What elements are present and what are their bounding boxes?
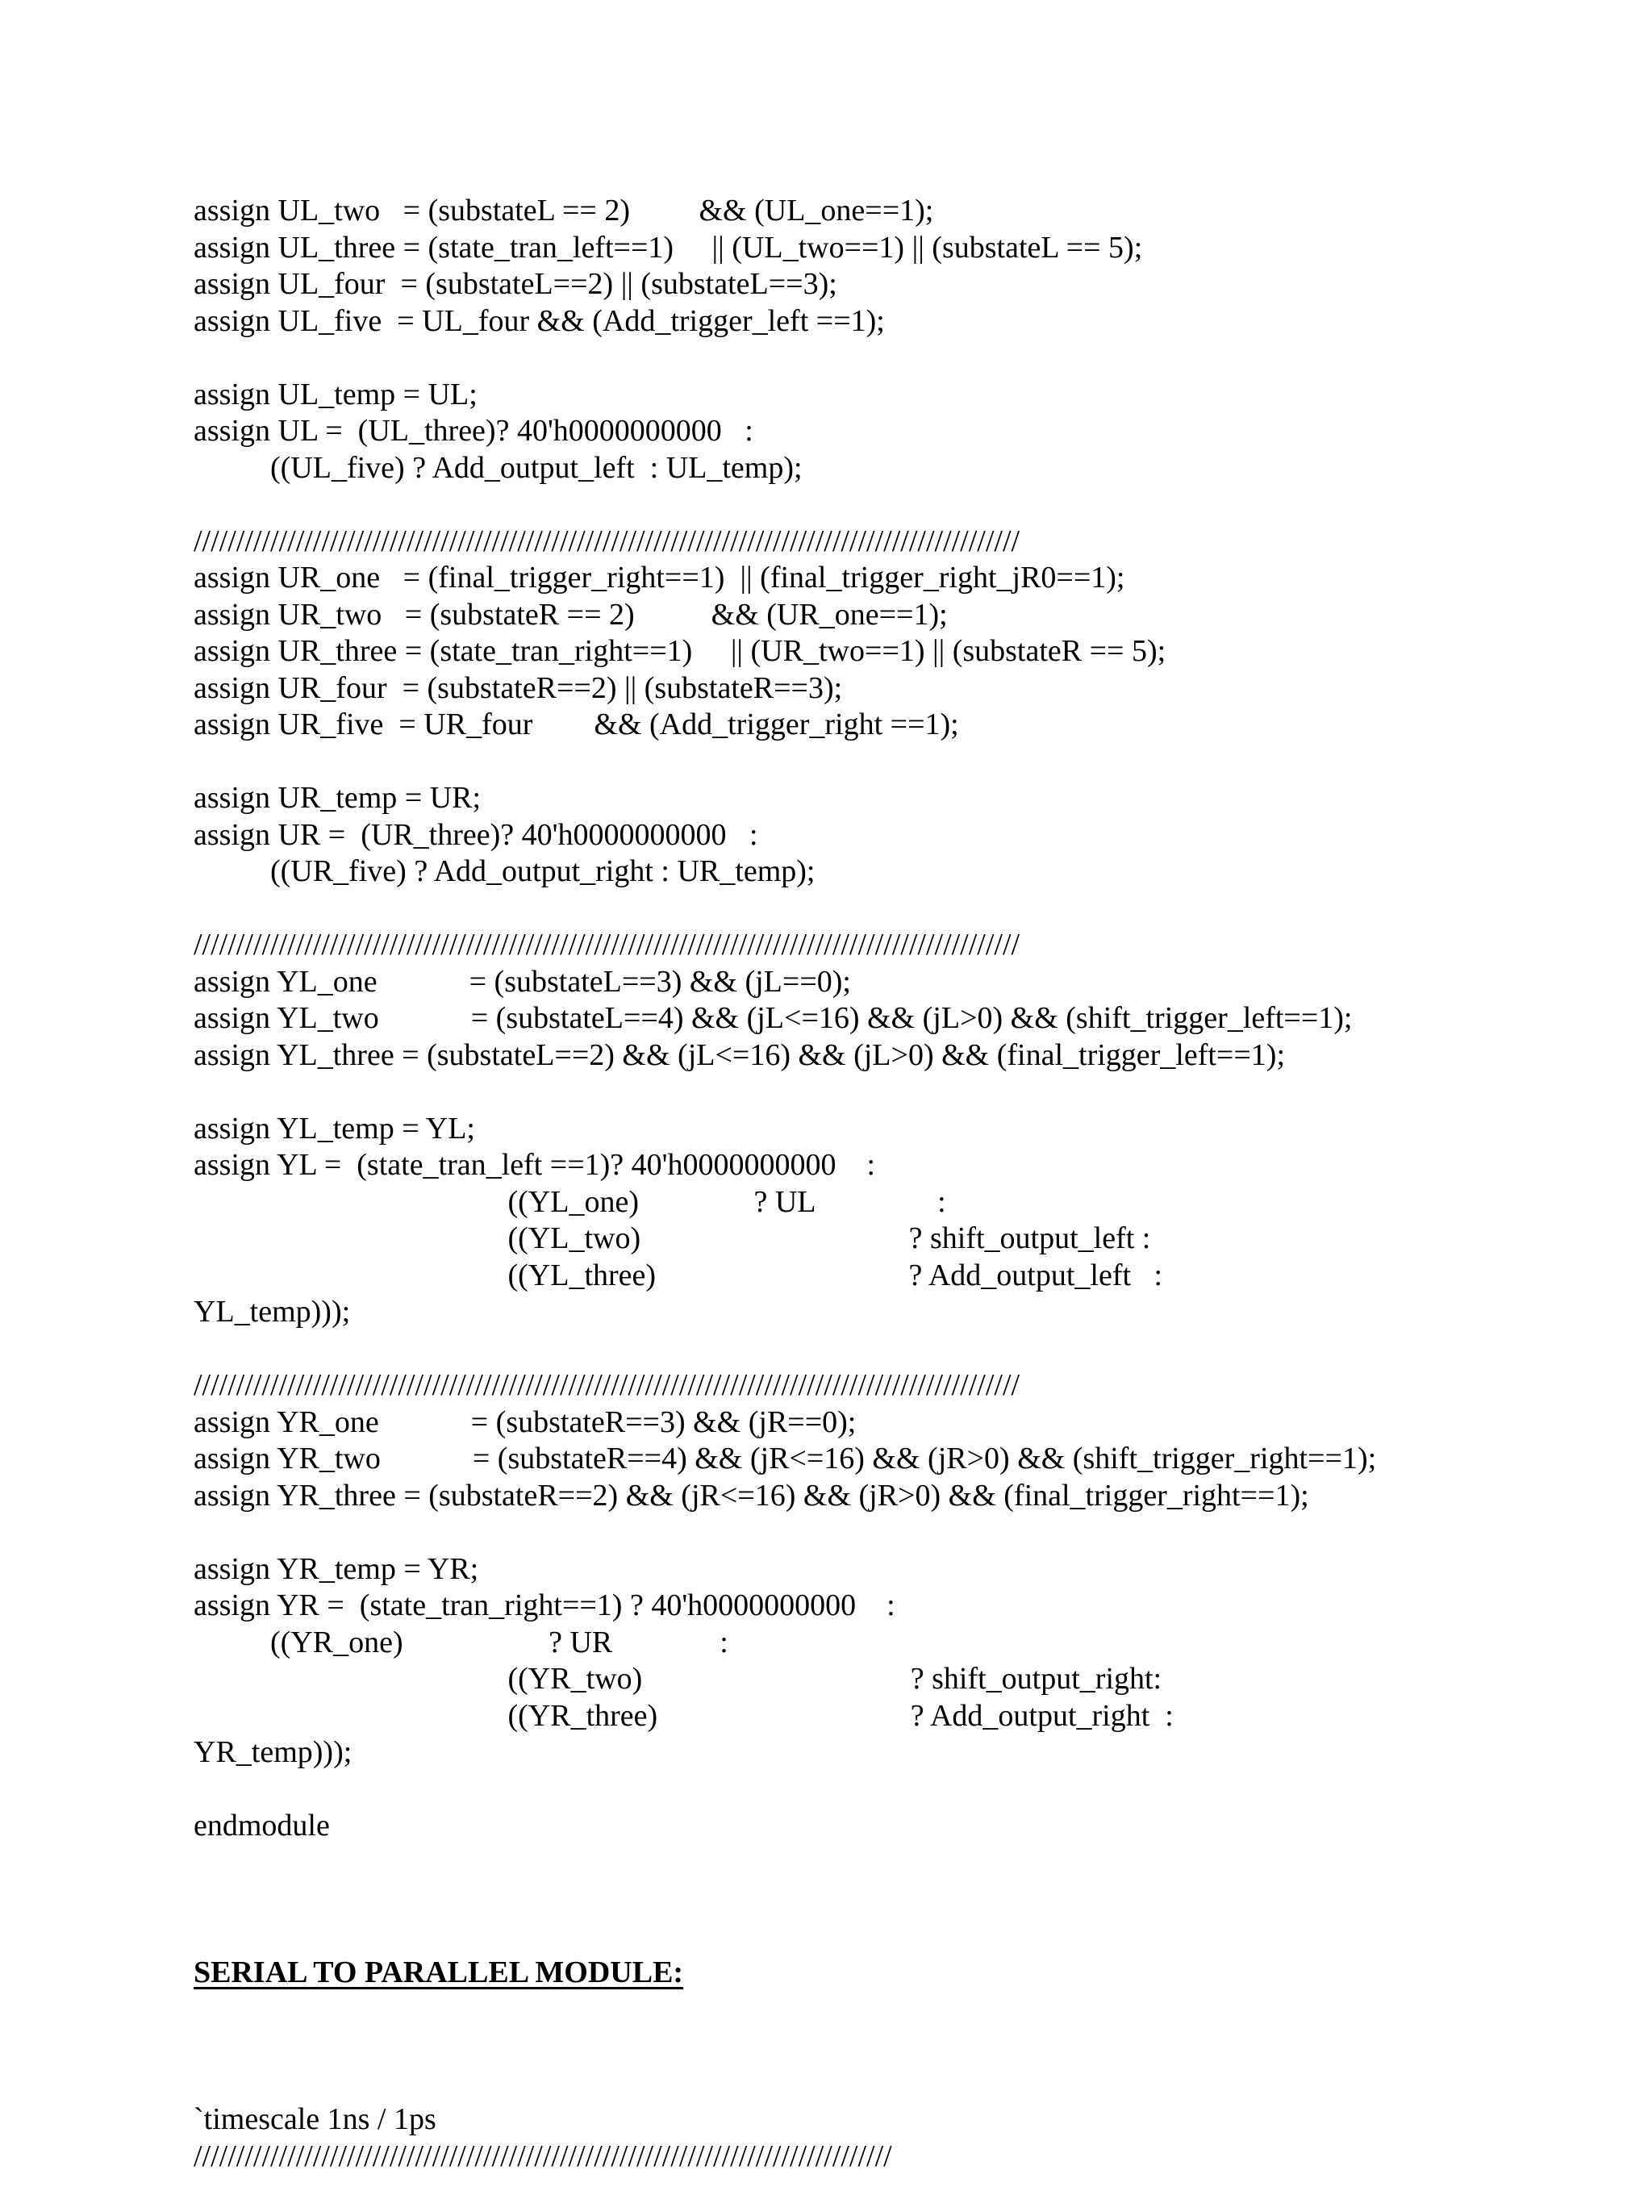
document-body xyxy=(194,119,1484,2212)
code-line: assign UL_two = (substateL == 2) && (UL_one==1); xyxy=(194,194,934,227)
code-block xyxy=(194,193,1484,1881)
code-line: ///////////////////////////////////////////////////////////////////////////////////////////////// xyxy=(194,928,1020,962)
code-line: assign UR_four = (substateR==2) || (substateR==3); xyxy=(194,670,843,705)
code-line: assign YR_one = (substateR==3) && (jR==0); xyxy=(194,1404,857,1439)
code-line: ((YL_one) ? UL : xyxy=(194,1184,946,1219)
code-line: YR_temp))); xyxy=(194,1735,353,1769)
code-line xyxy=(194,1074,1484,1111)
code-line xyxy=(194,1514,1484,1551)
code-line xyxy=(194,1772,1484,1809)
section-heading: SERIAL TO PARALLEL MODULE: xyxy=(194,1955,684,1989)
code-line: assign UL_five = UL_four && (Add_trigger_left ==1); xyxy=(194,303,885,338)
code-line: ////////////////////////////////////////////////////////////////////////////////// xyxy=(194,2139,892,2173)
code-line: assign UR_temp = UR; xyxy=(194,781,482,815)
code-line: assign YL_two = (substateL==4) && (jL<=16) && (jL>0) && (shift_trigger_left==1); xyxy=(194,1001,1353,1035)
code-line: assign YR_temp = YR; xyxy=(194,1551,479,1586)
code-line xyxy=(194,744,1484,781)
code-block-tail xyxy=(194,2065,1484,2176)
code-line: `timescale 1ns / 1ps xyxy=(194,2102,436,2136)
code-line: ((YR_two) ? shift_output_right: xyxy=(194,1662,1162,1696)
code-line: ///////////////////////////////////////////////////////////////////////////////////////////////// xyxy=(194,524,1020,558)
code-line: assign UR_five = UR_four && (Add_trigger_right ==1); xyxy=(194,707,959,741)
code-line xyxy=(194,1845,1484,1882)
code-line: assign YR = (state_tran_right==1) ? 40'h0000000000 : xyxy=(194,1588,895,1622)
code-line: assign YL_temp = YL; xyxy=(194,1111,475,1146)
code-line: assign UL_four = (substateL==2) || (substateL==3); xyxy=(194,267,837,301)
code-line: ((YR_three) ? Add_output_right : xyxy=(194,1698,1174,1733)
code-line: assign YR_three = (substateR==2) && (jR<=16) && (jR>0) && (final_trigger_right==1); xyxy=(194,1478,1309,1513)
code-line: ((YL_two) ? shift_output_left : xyxy=(194,1221,1151,1255)
code-line: assign UR_two = (substateR == 2) && (UR_one==1); xyxy=(194,597,948,632)
code-line: assign UR_three = (state_tran_right==1) || (UR_two==1) || (substateR == 5); xyxy=(194,634,1166,668)
code-line: ((UR_five) ? Add_output_right : UR_temp); xyxy=(194,854,816,888)
code-line: ((YR_one) ? UR : xyxy=(194,1625,728,1659)
code-line xyxy=(194,486,1484,524)
code-line: assign YR_two = (substateR==4) && (jR<=16) && (jR>0) && (shift_trigger_right==1); xyxy=(194,1442,1377,1475)
code-line: assign YL_three = (substateL==2) && (jL<=16) && (jL>0) && (final_trigger_left==1); xyxy=(194,1037,1286,1072)
code-line: assign UL = (UL_three)? 40'h0000000000 : xyxy=(194,414,753,448)
code-line: YL_temp))); xyxy=(194,1295,351,1329)
code-line: assign UL_three = (state_tran_left==1) || (UL_two==1) || (substateL == 5); xyxy=(194,230,1143,265)
code-line xyxy=(194,891,1484,928)
code-line: ((YL_three) ? Add_output_left : xyxy=(194,1258,1163,1292)
code-line: assign UR_one = (final_trigger_right==1) || (final_trigger_right_jR0==1); xyxy=(194,561,1125,595)
code-line: ((UL_five) ? Add_output_left : UL_temp); xyxy=(194,450,803,485)
code-line: assign UR = (UR_three)? 40'h0000000000 : xyxy=(194,817,758,852)
code-line: assign YL_one = (substateL==3) && (jL==0); xyxy=(194,964,851,999)
code-line xyxy=(194,1331,1484,1368)
code-line: ///////////////////////////////////////////////////////////////////////////////////////////////// xyxy=(194,1368,1020,1402)
code-line: endmodule xyxy=(194,1809,330,1843)
code-line xyxy=(194,340,1484,377)
code-line: assign YL = (state_tran_left ==1)? 40'h0000000000 : xyxy=(194,1148,876,1182)
code-line: assign UL_temp = UL; xyxy=(194,377,478,411)
code-line xyxy=(194,2065,1484,2102)
